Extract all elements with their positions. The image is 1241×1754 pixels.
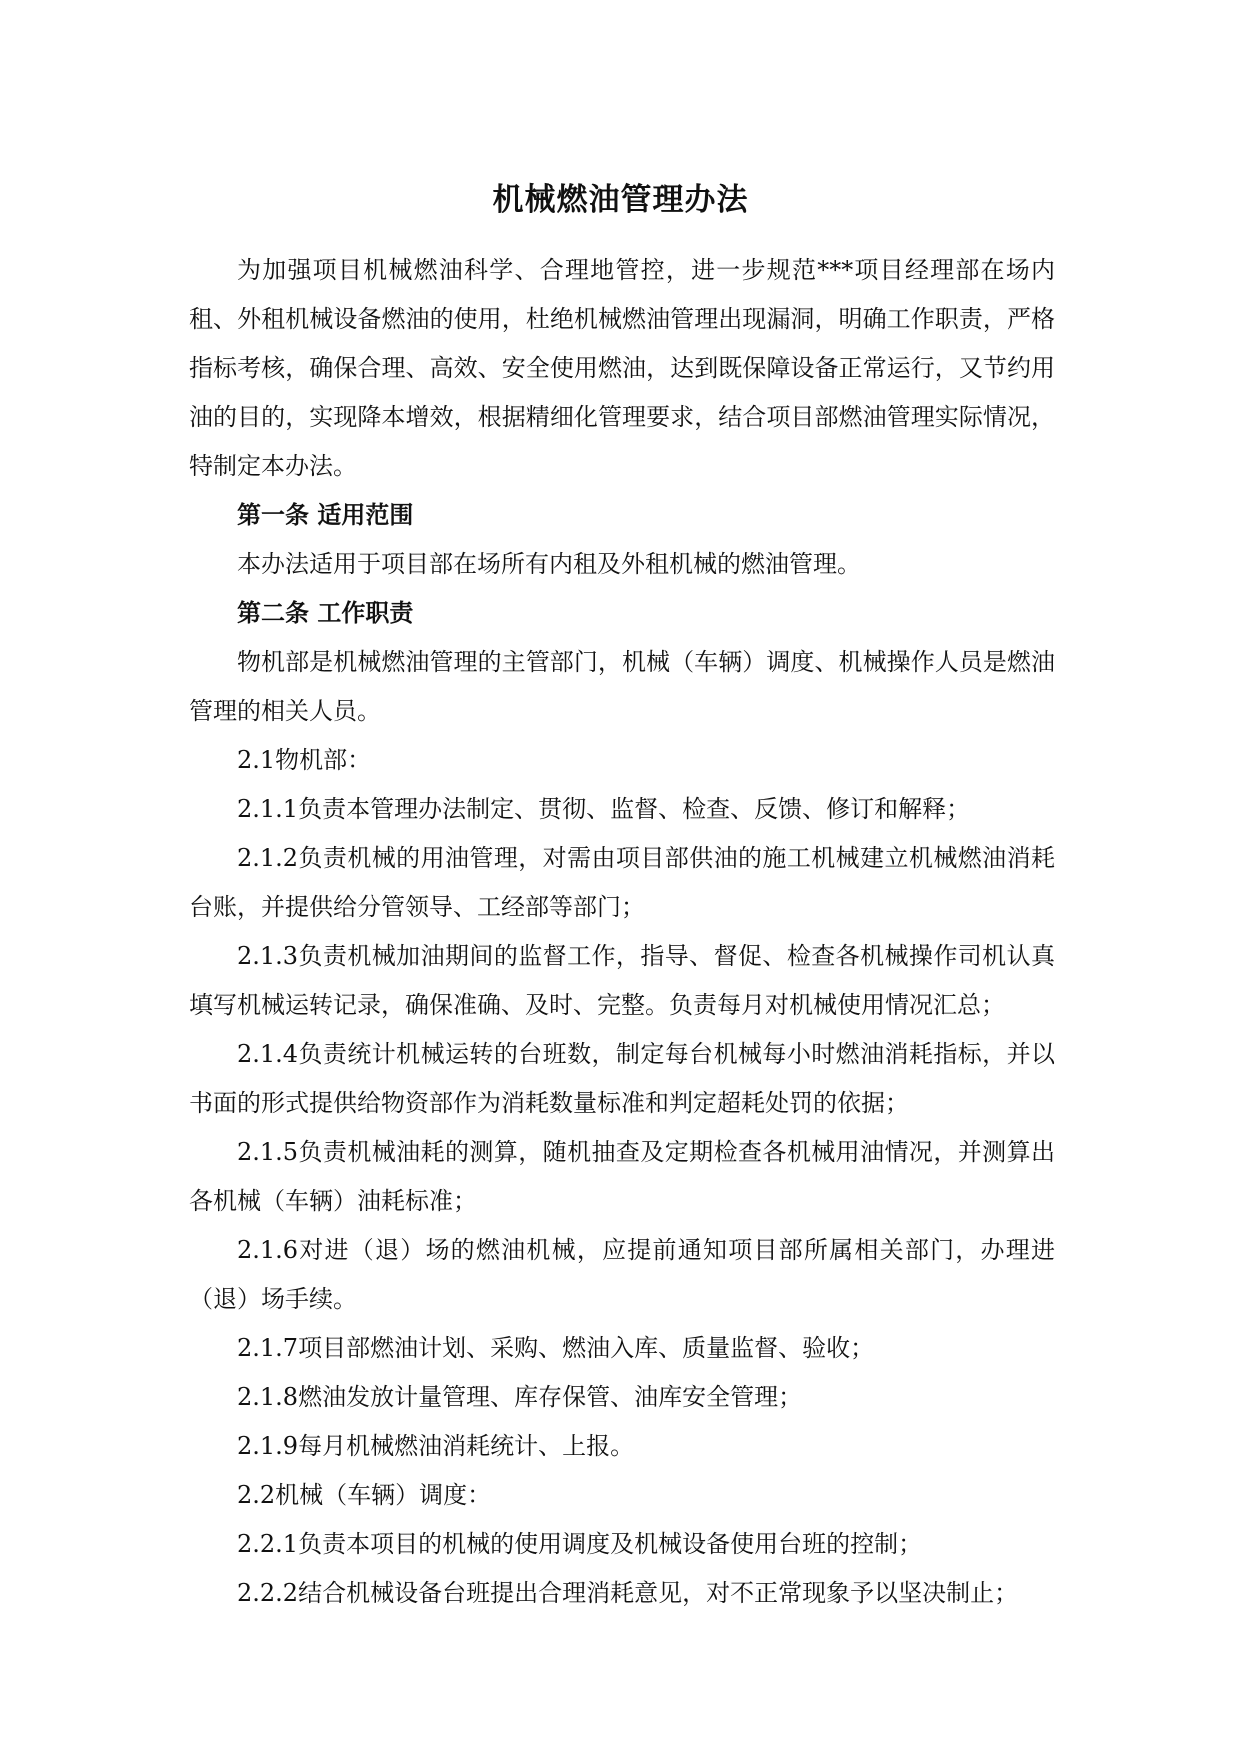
- clause-2-1-3: 2.1.3负责机械加油期间的监督工作，指导、督促、检查各机械操作司机认真填写机械运转记录，确保准确、及时、完整。负责每月对机械使用情况汇总；: [189, 942, 1055, 1019]
- clause-2-1: 2.1物机部：: [237, 746, 372, 774]
- clause-2-2-1: 2.2.1负责本项目的机械的使用调度及机械设备使用台班的控制；: [237, 1530, 923, 1558]
- document-title: 机械燃油管理办法: [492, 182, 749, 218]
- clause-2-1-7: 2.1.7项目部燃油计划、采购、燃油入库、质量监督、验收；: [237, 1334, 875, 1362]
- section-heading-duties: 第二条 工作职责: [237, 599, 414, 627]
- clause-2-1-9: 2.1.9每月机械燃油消耗统计、上报。: [237, 1432, 635, 1460]
- scope-paragraph: 本办法适用于项目部在场所有内租及外租机械的燃油管理。: [237, 550, 861, 578]
- clause-2-1-2: 2.1.2负责机械的用油管理，对需由项目部供油的施工机械建立机械燃油消耗台账，并提供给分管领导、工经部等部门；: [189, 844, 1055, 921]
- clause-2-1-1: 2.1.1负责本管理办法制定、贯彻、监督、检查、反馈、修订和解释；: [237, 795, 971, 823]
- section-heading-scope: 第一条 适用范围: [237, 501, 414, 529]
- clause-2-2: 2.2机械（车辆）调度：: [237, 1481, 492, 1509]
- intro-paragraph: 为加强项目机械燃油科学、合理地管控，进一步规范***项目经理部在场内租、外租机械设备燃油的使用，杜绝机械燃油管理出现漏洞，明确工作职责，严格指标考核，确保合理、高效、安全使用燃油，达到既保障设备正常运行，又节约用油的目的，实现降本增效，根据精细化管理要求，结合项目部燃油管理实际情况，特制定本办法。: [189, 256, 1055, 480]
- duties-paragraph: 物机部是机械燃油管理的主管部门，机械（车辆）调度、机械操作人员是燃油管理的相关人员。: [189, 648, 1055, 725]
- clause-2-2-2: 2.2.2结合机械设备台班提出合理消耗意见，对不正常现象予以坚决制止；: [237, 1579, 1019, 1607]
- document-body: [189, 246, 1055, 1618]
- clause-2-1-4: 2.1.4负责统计机械运转的台班数，制定每台机械每小时燃油消耗指标，并以书面的形式提供给物资部作为消耗数量标准和判定超耗处罚的依据；: [189, 1040, 1055, 1117]
- clause-2-1-5: 2.1.5负责机械油耗的测算，随机抽查及定期检查各机械用油情况，并测算出各机械（车辆）油耗标准；: [189, 1138, 1055, 1215]
- clause-2-1-8: 2.1.8燃油发放计量管理、库存保管、油库安全管理；: [237, 1383, 803, 1411]
- clause-2-1-6: 2.1.6对进（退）场的燃油机械，应提前通知项目部所属相关部门，办理进（退）场手续。: [189, 1236, 1055, 1313]
